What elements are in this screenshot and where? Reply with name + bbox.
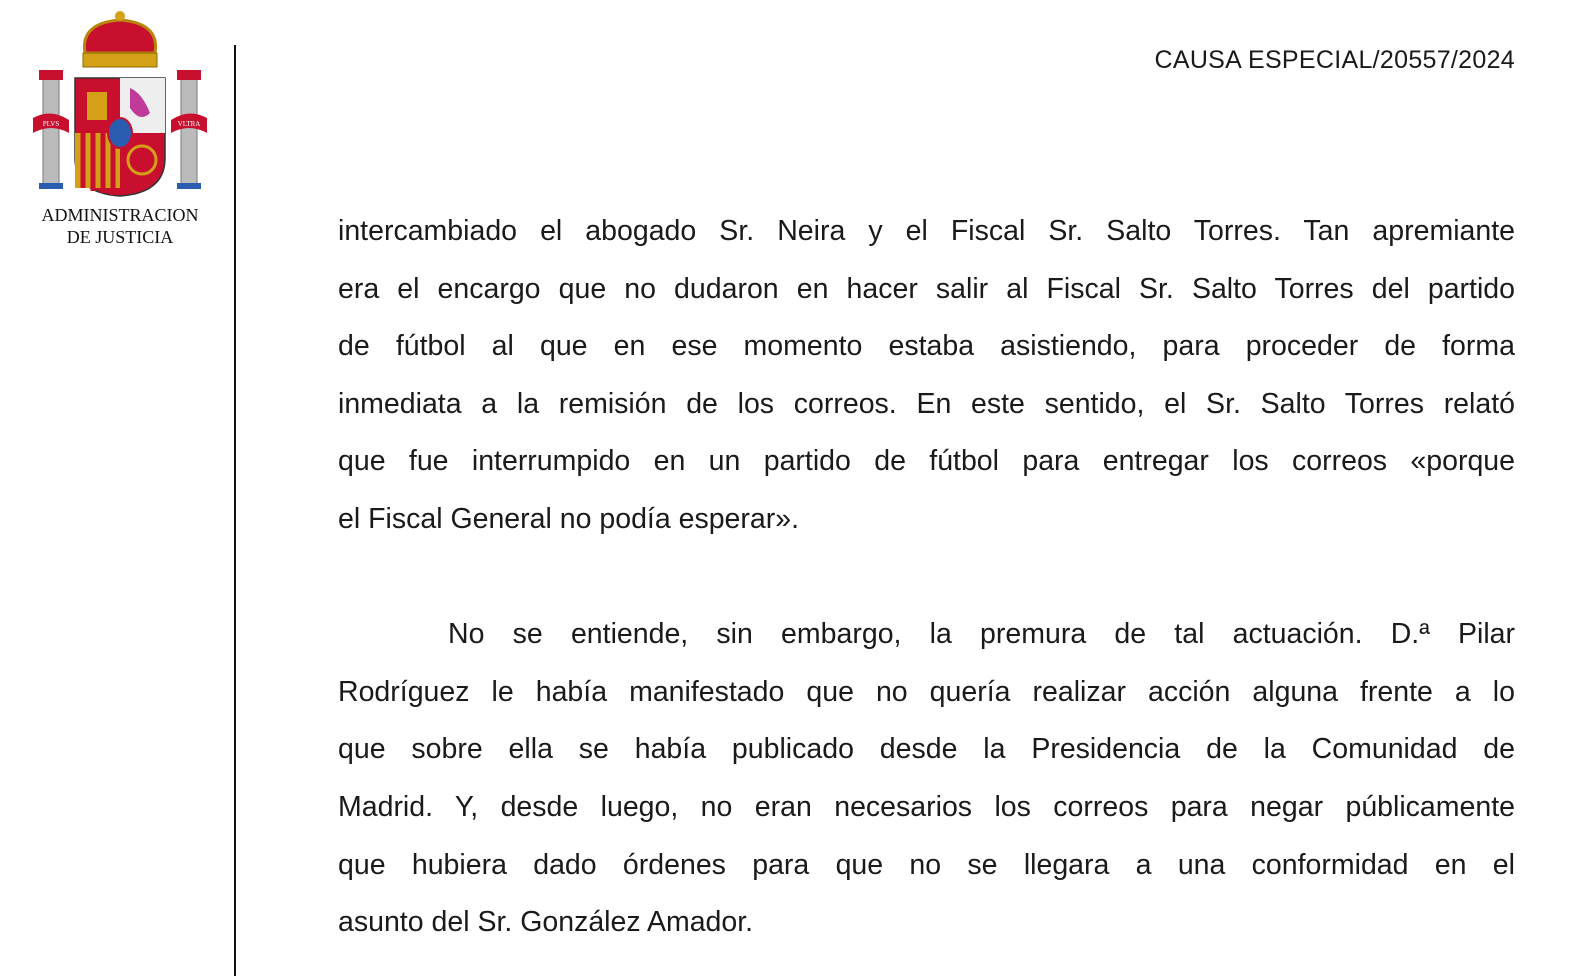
motto-ultra: VLTRA (177, 120, 201, 128)
text-line: que fue interrumpido en un partido de fútbol para entregar los correos «porque (338, 445, 1515, 478)
coat-of-arms-icon (25, 8, 215, 200)
text-line: intercambiado el abogado Sr. Neira y el Fiscal Sr. Salto Torres. Tan apremiante (338, 215, 1515, 247)
text-line: que sobre ella se había publicado desde la Presidencia de la Comunidad de (338, 733, 1515, 766)
motto-plus: PLVS (42, 120, 60, 128)
margin-divider (234, 45, 236, 976)
text-line: el Fiscal General no podía esperar». (338, 502, 800, 535)
text-line: Rodríguez le había manifestado que no quería realizar acción alguna frente a lo (338, 675, 1515, 708)
logo-text-line-2: DE JUSTICIA (66, 227, 174, 247)
text-line: que hubiera dado órdenes para que no se llegara a una conformidad en el (338, 848, 1515, 881)
logo-text-line-1: ADMINISTRACION (41, 205, 199, 225)
text-line: No se entiende, sin embargo, la premura de tal actuación. D.ª Pilar (448, 618, 1515, 651)
case-number: CAUSA ESPECIAL/20557/2024 (1154, 46, 1515, 74)
text-line: Madrid. Y, desde luego, no eran necesarios los correos para negar públicamente (338, 790, 1515, 823)
administracion-de-justicia-logo (20, 8, 220, 248)
text-line: inmediata a la remisión de los correos. En este sentido, el Sr. Salto Torres relató (338, 387, 1515, 420)
document-body (338, 203, 1515, 952)
paragraph-1 (338, 203, 1515, 549)
text-line: asunto del Sr. González Amador. (338, 906, 754, 939)
text-line: era el encargo que no dudaron en hacer salir al Fiscal Sr. Salto Torres del partido (338, 272, 1515, 305)
text-line: de fútbol al que en ese momento estaba asistiendo, para proceder de forma (338, 330, 1515, 363)
paragraph-2 (338, 606, 1515, 952)
